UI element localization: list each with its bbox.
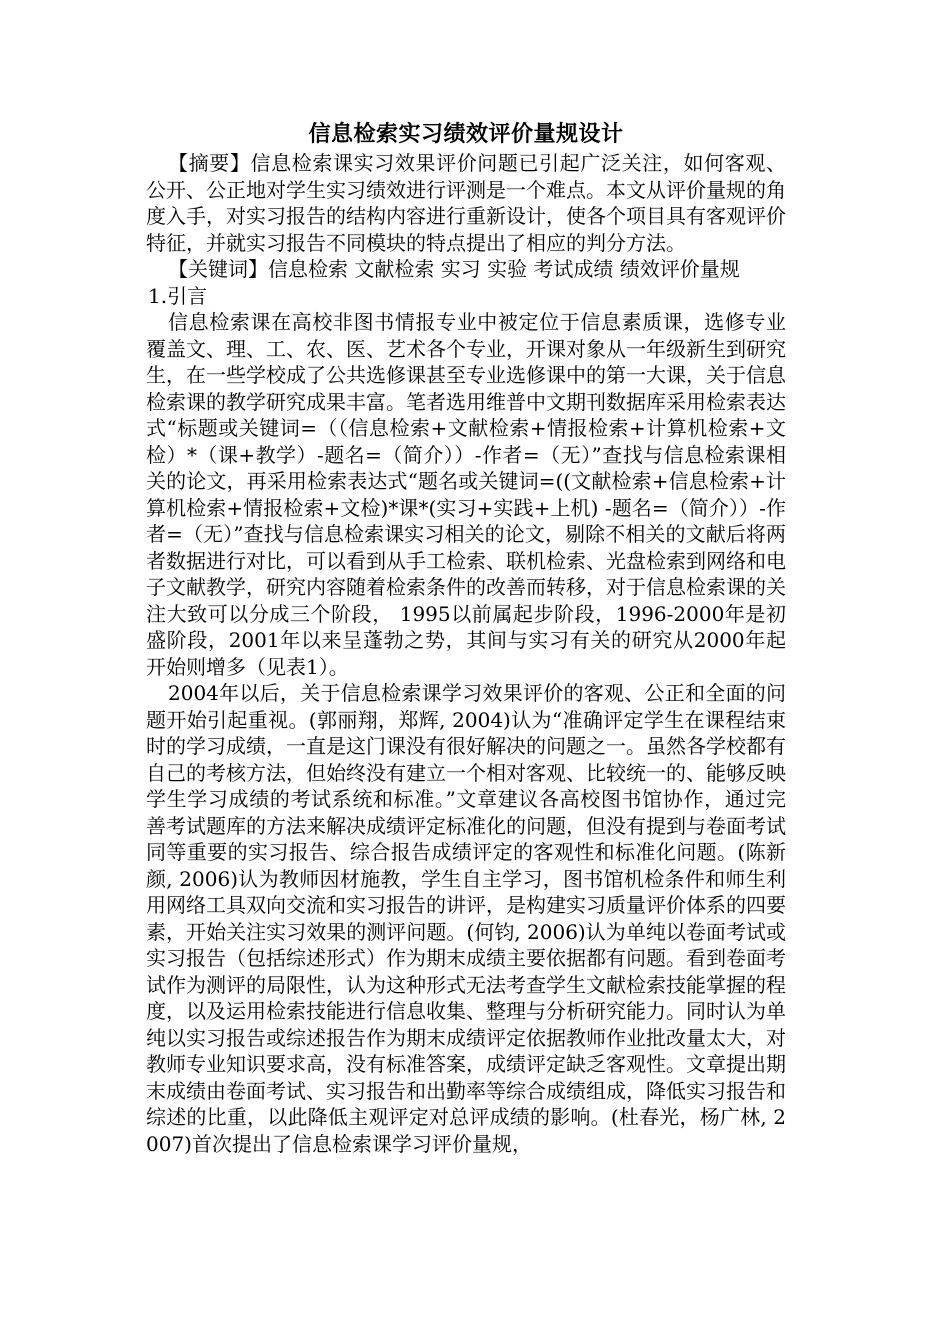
body-paragraph-1: 信息检索课在高校非图书情报专业中被定位于信息素质课，选修专业覆盖文、理、工、农、医、艺术各个专业，开课对象从一年级新生到研究生，在一些学校成了公共选修课甚至专业选修课中的第一大课，关于信息检索课的教学研究成果丰富。笔者选用维普中文期刊数据库采用检索表达式“标题或关键词=（（信息检索+文献检索+情报检索+计算机检索+文检）*（课+教学）-题名=（简介））-作者=（无）”查找与信息检索课相关的论文，再采用检索表达式“题名或关键词=((文献检索+信息检索+计算机检索+情报检索+文检)*课*(实习+实践+上机) -题名=（简介））-作者=（无）”查找与信息检索课实习相关的论文，剔除不相关的文献后将两者数据进行对比，可以看到从手工检索、联机检索、光盘检索到网络和电子文献教学，研究内容随着检索条件的改善而转移，对于信息检索课的关注大致可以分成三个阶段， 1995以前属起步阶段，1996-2000年是初盛阶段，2001年以来呈蓬勃之势，其间与实习有关的研究从2000年起开始则增多（见表1）。 — [146, 310, 786, 679]
keywords-paragraph: 【关键词】信息检索 文献检索 实习 实验 考试成绩 绩效评价量规 — [168, 257, 740, 281]
document-page — [146, 120, 786, 1157]
abstract-paragraph: 【摘要】信息检索课实习效果评价问题已引起广泛关注，如何客观、公开、公正地对学生实习绩效进行评测是一个难点。本文从评价量规的角度入手，对实习报告的结构内容进行重新设计，使各个项目具有客观评价特征，并就实习报告不同模块的特点提出了相应的判分方法。 — [146, 151, 786, 255]
body-paragraph-2: 2004年以后，关于信息检索课学习效果评价的客观、公正和全面的问题开始引起重视。(郭丽翔，郑辉, 2004)认为“准确评定学生在课程结束时的学习成绩，一直是这门课没有很好解决的问题之一。虽然各学校都有自己的考核方法，但始终没有建立一个相对客观、比较统一的、能够反映学生学习成绩的考试系统和标准。”文章建议各高校图书馆协作，通过完善考试题库的方法来解决成绩评定标准化的问题，但没有提到与卷面考试同等重要的实习报告、综合报告成绩评定的客观性和标准化问题。(陈新颜, 2006)认为教师因材施教，学生自主学习，图书馆机检条件和师生利用网络工具双向交流和实习报告的讲评，是构建实习质量评价体系的四要素，开始关注实习效果的测评问题。(何钧, 2006)认为单纯以卷面考试或实习报告（包括综述形式）作为期末成绩主要依据都有问题。看到卷面考试作为测评的局限性，认为这种形式无法考查学生文献检索技能掌握的程度，以及运用检索技能进行信息收集、整理与分析研究能力。同时认为单纯以实习报告或综述报告作为期末成绩评定依据教师作业批改量太大，对教师专业知识要求高，没有标准答案，成绩评定缺乏客观性。文章提出期末成绩由卷面考试、实习报告和出勤率等综合成绩组成，降低实习报告和综述的比重，以此降低主观评定对总评成绩的影响。(杜春光，杨广林, 2007)首次提出了信息检索课学习评价量规， — [146, 681, 786, 1156]
section-heading: 1.引言 — [148, 283, 208, 308]
document-title: 信息检索实习绩效评价量规设计 — [308, 121, 624, 147]
